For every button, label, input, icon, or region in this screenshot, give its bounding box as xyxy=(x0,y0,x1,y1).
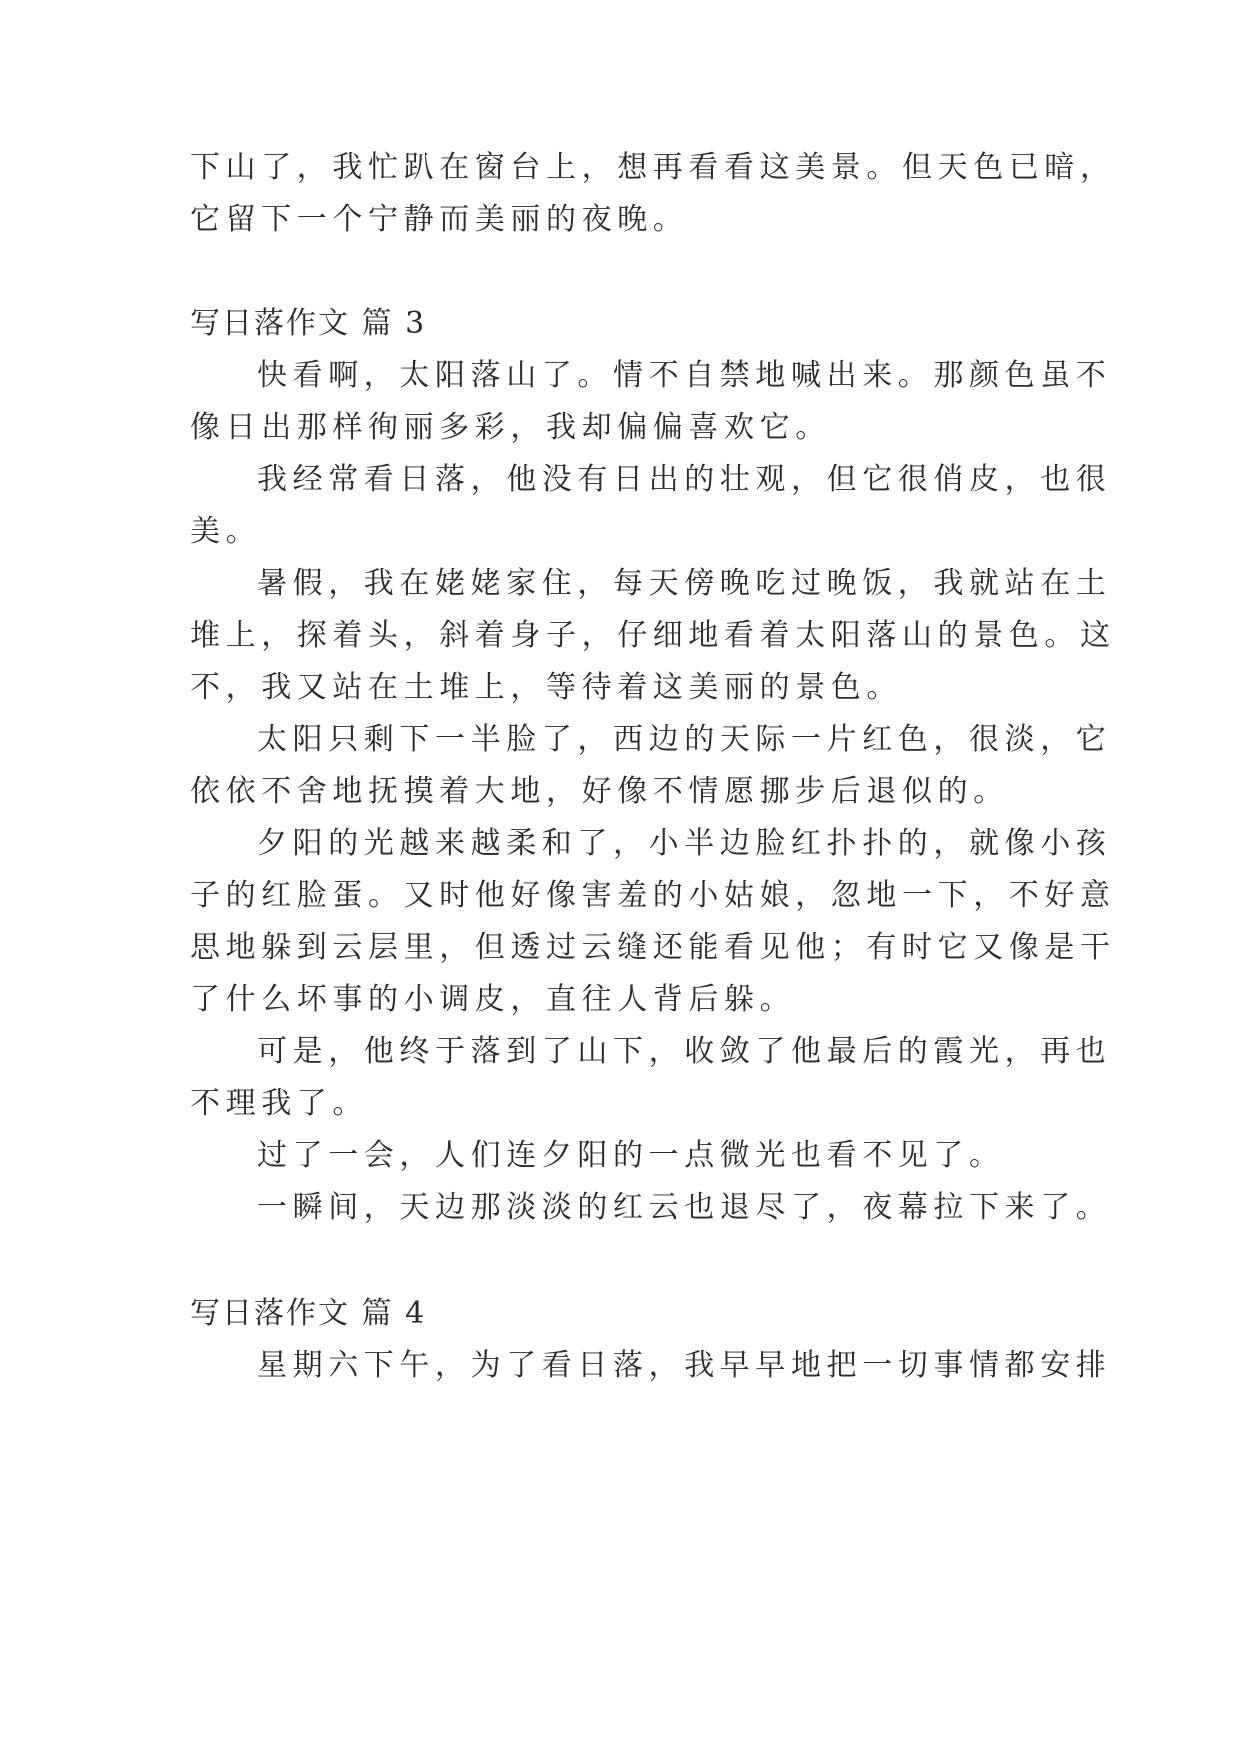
paragraph-line: 太阳只剩下一半脸了，西边的天际一片红色，很淡，它 xyxy=(257,722,1112,757)
paragraph-line: 星期六下午，为了看日落，我早早地把一切事情都安排 xyxy=(257,1348,1112,1383)
paragraph-line: 一瞬间，天边那淡淡的红云也退尽了，夜幕拉下来了。 xyxy=(257,1190,1112,1225)
paragraph-line: 不，我又站在土堆上，等待着这美丽的景色。 xyxy=(190,670,902,705)
section-heading: 写日落作文 篇 3 xyxy=(190,306,427,341)
paragraph-line: 可是，他终于落到了山下，收敛了他最后的霞光，再也 xyxy=(257,1034,1112,1069)
paragraph-line: 夕阳的光越来越柔和了，小半边脸红扑扑的，就像小孩 xyxy=(257,826,1112,861)
paragraph-line: 快看啊，太阳落山了。情不自禁地喊出来。那颜色虽不 xyxy=(257,358,1112,393)
paragraph-line: 依依不舍地抚摸着大地，好像不情愿挪步后退似的。 xyxy=(190,774,1009,809)
paragraph-line: 下山了，我忙趴在窗台上，想再看看这美景。但天色已暗， xyxy=(190,150,1116,185)
paragraph-line: 思地躲到云层里，但透过云缝还能看见他；有时它又像是干 xyxy=(190,930,1116,965)
paragraph-line: 它留下一个宁静而美丽的夜晚。 xyxy=(190,202,689,237)
paragraph-line: 像日出那样徇丽多彩，我却偏偏喜欢它。 xyxy=(190,410,831,445)
paragraph-line: 暑假，我在姥姥家住，每天傍晚吃过晚饭，我就站在土 xyxy=(257,566,1112,601)
paragraph-line: 过了一会，人们连夕阳的一点微光也看不见了。 xyxy=(257,1138,1005,1173)
section-heading: 写日落作文 篇 4 xyxy=(190,1296,427,1331)
paragraph-line: 堆上，探着头，斜着身子，仔细地看着太阳落山的景色。这 xyxy=(190,618,1116,653)
paragraph-line: 美。 xyxy=(190,514,262,549)
paragraph-line: 不理我了。 xyxy=(190,1086,368,1121)
paragraph-line: 了什么坏事的小调皮，直往人背后躲。 xyxy=(190,982,796,1017)
paragraph-line: 我经常看日落，他没有日出的壮观，但它很俏皮，也很 xyxy=(257,462,1112,497)
paragraph-line: 子的红脸蛋。又时他好像害羞的小姑娘，忽地一下，不好意 xyxy=(190,878,1116,913)
